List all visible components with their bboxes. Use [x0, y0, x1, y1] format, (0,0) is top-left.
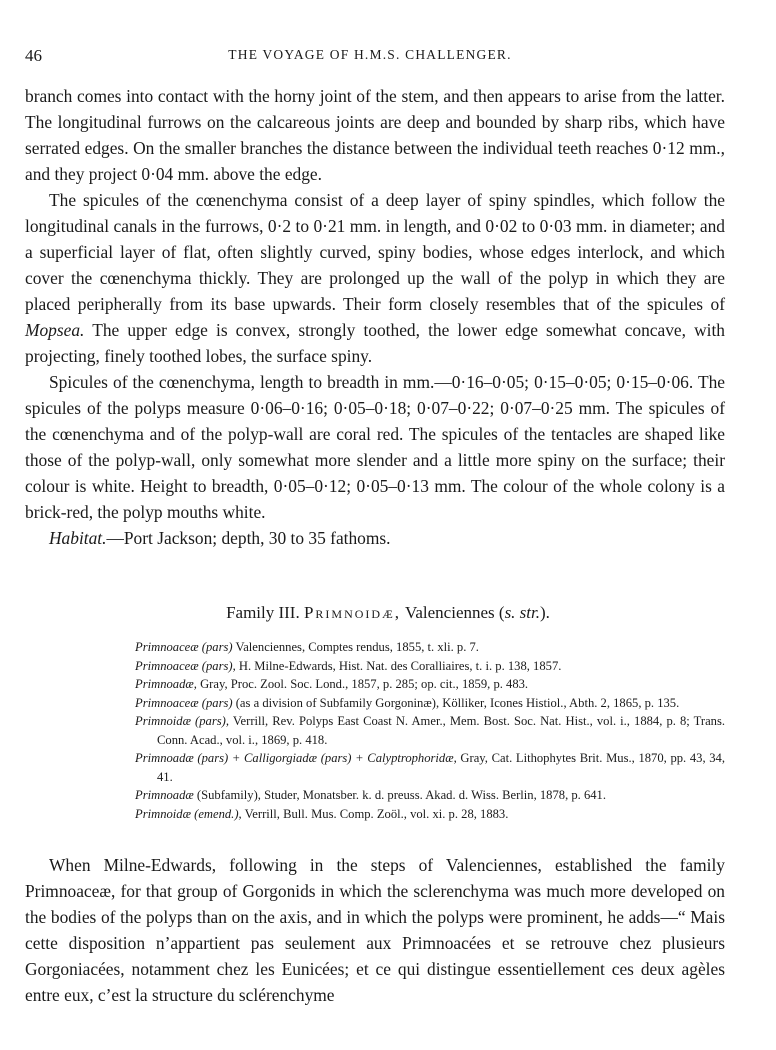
- habitat-text: —Port Jackson; depth, 30 to 35 fathoms.: [106, 528, 391, 548]
- paragraph-continuation: branch comes into contact with the horny joint of the stem, and then appears to arise from the latter. The longitudinal furrows on the calcareous joints are deep and bounded by sharp ribs, which have serrated edges. On the smaller branches the distance between the individual teeth reaches 0·12 mm., and they project 0·04 mm. above the edge.: [25, 86, 725, 184]
- reference-taxon: Primnoidæ (emend.),: [135, 806, 242, 821]
- running-title: THE VOYAGE OF H.M.S. CHALLENGER.: [228, 47, 512, 62]
- synonymy-list: [135, 638, 725, 823]
- reference-citation: Verrill, Bull. Mus. Comp. Zoöl., vol. xi. p. 28, 1883.: [241, 806, 509, 821]
- reference-entry: [135, 694, 725, 713]
- reference-citation: Valenciennes, Comptes rendus, 1855, t. xli. p. 7.: [232, 640, 479, 654]
- reference-taxon: Primnoadæ (pars) + Calligorgiadæ (pars) + Calyptrophoridæ,: [135, 751, 457, 765]
- reference-citation: Gray, Cat. Lithophytes Brit. Mus., 1870, pp. 43, 34, 41.: [157, 751, 726, 784]
- reference-entry: [135, 675, 725, 694]
- reference-citation: Gray, Proc. Zool. Soc. Lond., 1857, p. 285; op. cit., 1859, p. 483.: [196, 677, 529, 691]
- reference-entry: [135, 749, 725, 786]
- reference-taxon: Primnoadæ,: [135, 677, 197, 691]
- reference-taxon: Primnoaceæ (pars): [135, 640, 233, 654]
- family-heading: [0, 603, 776, 623]
- habitat-line: [25, 525, 725, 551]
- reference-taxon: Primnoadæ: [135, 788, 194, 802]
- habitat-label: Habitat.: [49, 528, 107, 548]
- reference-entry: [135, 805, 725, 824]
- family-suffix: ).: [540, 603, 550, 622]
- body-text: [25, 83, 725, 551]
- page-header: [25, 46, 715, 68]
- reference-taxon: Primnoidæ (pars),: [135, 714, 229, 728]
- paragraph-measurements: Spicules of the cœnenchyma, length to breadth in mm.—0·16–0·05; 0·15–0·05; 0·15–0·06. The spicules of the polyps measure 0·06–0·16; 0·05–0·18; 0·07–0·22; 0·07–0·25 mm. The spicules of the cœnenchyma and of the polyp-wall are coral red. The spicules of the tentacles are shaped like those of the polyp-wall, only somewhat more slender and a little more spiny on the surface; their colour is white. Height to breadth, 0·05–0·12; 0·05–0·13 mm. The colour of the whole colony is a brick-red, the polyp mouths white.: [25, 372, 725, 522]
- paragraph-milne-edwards: When Milne-Edwards, following in the steps of Valenciennes, established the family Primnoaceæ, for that group of Gorgonids in which the sclerenchyma was much more developed on the bodies of the polyps than on the axis, and in which the polyps were prominent, he adds—“ Mais cette disposition n’appartient pas seulement aux Primnoacées et se retrouve chez plusieurs Gorgoniacées, notamment chez les Eunicées; et ce qui distingue essentiellement ces deux agèles entre eux, c’est la structure du sclérenchyme: [25, 855, 725, 1005]
- reference-entry: [135, 638, 725, 657]
- family-prefix: Family III.: [226, 603, 300, 622]
- reference-citation: Verrill, Rev. Polyps East Coast N. Amer., Mem. Bost. Soc. Nat. Hist., vol. i., 1884, p. 8; Trans. Conn. Acad., vol. i., 1869, p. 418.: [157, 714, 726, 747]
- reference-citation: (as a division of Subfamily Gorgoninæ), Kölliker, Icones Histiol., Abth. 2, 1865, p. 135.: [232, 695, 680, 710]
- reference-taxon: Primnoaceæ (pars),: [135, 658, 236, 673]
- paragraph-spicules: [25, 187, 725, 369]
- reference-citation: H. Milne-Edwards, Hist. Nat. des Coralliaires, t. i. p. 138, 1857.: [235, 658, 562, 673]
- reference-taxon: Primnoaceæ (pars): [135, 695, 233, 710]
- genus-name: Mopsea.: [25, 320, 85, 340]
- paragraph-spicules-tail: The upper edge is convex, strongly toothed, the lower edge somewhat concave, with projecting, finely toothed lobes, the surface spiny.: [25, 320, 725, 366]
- reference-entry: [135, 786, 725, 805]
- family-authority: Valenciennes (: [404, 603, 505, 622]
- family-qualifier: s. str.: [504, 603, 540, 622]
- family-name: Primnoidæ,: [303, 603, 402, 622]
- reference-citation: (Subfamily), Studer, Monatsber. k. d. preuss. Akad. d. Wiss. Berlin, 1878, p. 641.: [193, 788, 607, 802]
- paragraph-spicules-text: The spicules of the cœnenchyma consist of a deep layer of spiny spindles, which follow the longitudinal canals in the furrows, 0·2 to 0·21 mm. in length, and 0·02 to 0·03 mm. in diameter; and a superficial layer of flat, often slightly curved, spiny bodies, whose edges interlock, and which cover the cœnenchyma thickly. They are prolonged up the wall of the polyp in which they are placed peripherally from its base upwards. Their form closely resembles that of the spicules of: [25, 190, 725, 314]
- reference-entry: [135, 712, 725, 749]
- closing-text: [25, 852, 725, 1008]
- page-number: 46: [25, 46, 42, 65]
- reference-entry: [135, 657, 725, 676]
